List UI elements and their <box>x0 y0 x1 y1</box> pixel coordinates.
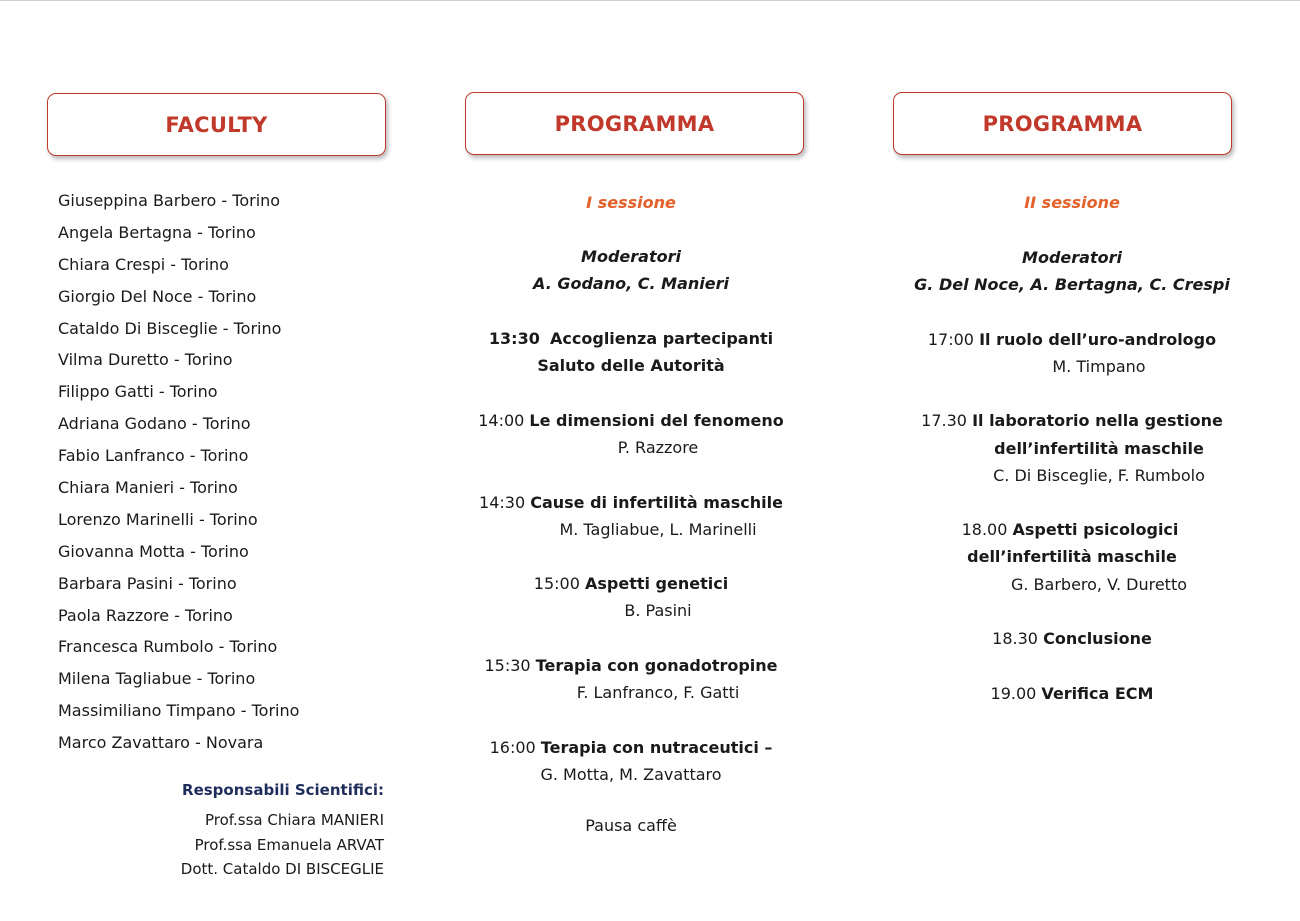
program-item-time-title <box>962 519 1179 541</box>
program-item-time-title <box>921 410 1223 432</box>
program-title: Aspetti psicologici <box>1012 520 1179 539</box>
faculty-member: Paola Razzore - Torino <box>58 605 233 625</box>
program-title: Il laboratorio nella gestione <box>972 411 1223 430</box>
program-item-time-title <box>490 737 773 759</box>
faculty-member: Lorenzo Marinelli - Torino <box>58 509 258 529</box>
program-time: 18.30 <box>992 629 1038 648</box>
faculty-member: Filippo Gatti - Torino <box>58 382 218 402</box>
session-1-title: I sessione <box>586 193 676 212</box>
program-speakers: B. Pasini <box>624 601 692 620</box>
program-time: 14:00 <box>478 411 525 430</box>
program-speakers: F. Lanfranco, F. Gatti <box>576 683 740 702</box>
program-speakers: G. Motta, M. Zavattaro <box>540 765 722 784</box>
program-title-line2: dell’infertilità maschile <box>994 439 1204 458</box>
faculty-member: Chiara Crespi - Torino <box>58 254 229 274</box>
faculty-member: Milena Tagliabue - Torino <box>58 669 256 689</box>
program-item-time-title <box>992 628 1152 650</box>
program-title-line2: Saluto delle Autorità <box>537 356 725 375</box>
program-time: 17:00 <box>927 330 974 349</box>
faculty-header-label: FACULTY <box>165 112 268 137</box>
program-title-line2: dell’infertilità maschile <box>967 547 1177 566</box>
program-time: 14:30 <box>479 493 526 512</box>
program-title: Il ruolo dell’uro-andrologo <box>979 330 1217 349</box>
programma-header-1 <box>465 92 804 155</box>
top-rule <box>0 0 1300 1</box>
faculty-list <box>58 190 299 764</box>
program-item-time-title <box>928 329 1216 351</box>
program-title: Cause di infertilità maschile <box>530 493 783 512</box>
faculty-member: Vilma Duretto - Torino <box>58 350 233 370</box>
programma-header-2 <box>893 92 1232 155</box>
faculty-member: Barbara Pasini - Torino <box>58 573 237 593</box>
programma-header-2-label: PROGRAMMA <box>982 111 1143 136</box>
session-1-moderators-label: Moderatori <box>581 247 681 266</box>
faculty-member: Chiara Manieri - Torino <box>58 478 238 498</box>
faculty-member: Fabio Lanfranco - Torino <box>58 446 249 466</box>
faculty-header <box>47 93 386 156</box>
program-speakers: M. Tagliabue, L. Marinelli <box>559 520 757 539</box>
program-item-time-title <box>478 410 784 432</box>
responsabili-scientifici <box>181 781 384 882</box>
program-item-time-title <box>991 683 1154 705</box>
program-time: 15:30 <box>484 656 531 675</box>
faculty-member: Francesca Rumbolo - Torino <box>58 637 278 657</box>
program-speakers: C. Di Bisceglie, F. Rumbolo <box>993 466 1205 485</box>
faculty-member: Giuseppina Barbero - Torino <box>58 191 281 210</box>
program-title: Accoglienza partecipanti <box>550 329 774 348</box>
session-2-moderators: G. Del Noce, A. Bertagna, C. Crespi <box>914 275 1230 294</box>
program-item-time-title <box>534 573 728 595</box>
program-title: Verifica ECM <box>1041 684 1154 703</box>
faculty-member: Massimiliano Timpano - Torino <box>58 701 300 721</box>
coffee-break: Pausa caffè <box>585 816 677 835</box>
programma-header-1-label: PROGRAMMA <box>554 111 715 136</box>
program-item-time-title <box>484 655 777 677</box>
program-item-time-title <box>489 328 773 350</box>
program-speakers: G. Barbero, V. Duretto <box>1010 575 1188 594</box>
faculty-member: Cataldo Di Bisceglie - Torino <box>58 318 282 338</box>
faculty-member: Marco Zavattaro - Novara <box>58 733 264 753</box>
faculty-member: Adriana Godano - Torino <box>58 414 251 434</box>
faculty-member: Giorgio Del Noce - Torino <box>58 286 257 306</box>
session-2-moderators-label: Moderatori <box>1022 248 1122 267</box>
responsabile: Prof.ssa Emanuela ARVAT <box>194 835 384 854</box>
program-time: 16:00 <box>489 738 536 757</box>
program-title: Terapia con nutraceutici – <box>540 738 773 757</box>
program-time: 17.30 <box>921 411 967 430</box>
program-title: Aspetti genetici <box>584 574 729 593</box>
responsabile: Dott. Cataldo DI BISCEGLIE <box>180 860 384 878</box>
program-speakers: M. Timpano <box>1052 357 1146 376</box>
program-time: 19.00 <box>990 684 1037 703</box>
responsabili-title: Responsabili Scientifici: <box>182 781 384 799</box>
program-item-time-title <box>479 492 783 514</box>
faculty-member: Angela Bertagna - Torino <box>58 222 256 242</box>
responsabile: Prof.ssa Chiara MANIERI <box>205 811 384 829</box>
session-1-moderators: A. Godano, C. Manieri <box>533 274 729 293</box>
program-title: Le dimensioni del fenomeno <box>529 411 784 430</box>
program-title: Conclusione <box>1043 629 1152 648</box>
program-speakers: P. Razzore <box>617 438 699 457</box>
faculty-member: Giovanna Motta - Torino <box>58 541 249 561</box>
program-title: Terapia con gonadotropine <box>535 656 778 675</box>
session-2-title: II sessione <box>1024 193 1120 212</box>
program-time: 13:30 <box>488 329 540 348</box>
program-time: 18.00 <box>961 520 1008 539</box>
program-time: 15:00 <box>533 574 580 593</box>
